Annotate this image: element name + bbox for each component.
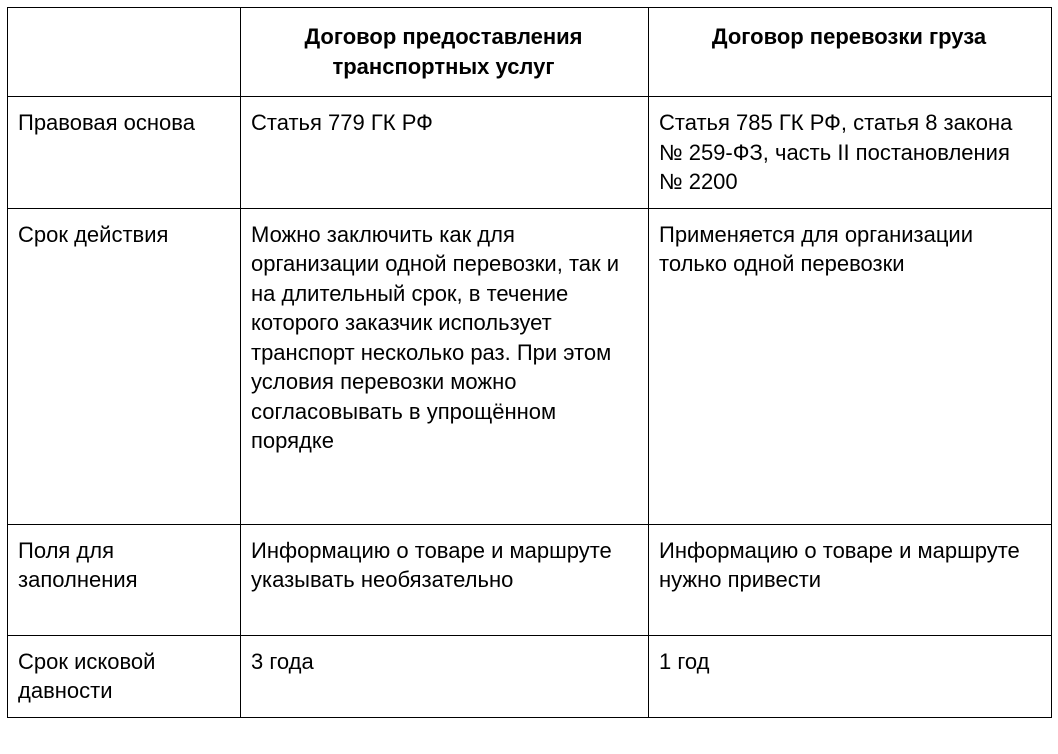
table-row	[8, 524, 1052, 635]
row-label: Поля для заполнения	[8, 524, 241, 635]
comparison-table	[7, 7, 1052, 718]
cargo-cell: Статья 785 ГК РФ, статья 8 закона № 259-ФЗ, часть II постановления № 2200	[649, 97, 1052, 209]
header-cell-cargo-carriage: Договор перевозки груза	[649, 8, 1052, 97]
cargo-cell: Применяется для организации только одной перевозки	[649, 208, 1052, 524]
services-cell: 3 года	[241, 635, 649, 717]
table-row	[8, 97, 1052, 209]
cargo-cell: Информацию о товаре и маршруте нужно привести	[649, 524, 1052, 635]
header-cell-transport-services: Договор предоставления транспортных услуг	[241, 8, 649, 97]
services-cell: Статья 779 ГК РФ	[241, 97, 649, 209]
table-row	[8, 635, 1052, 717]
header-cell-empty	[8, 8, 241, 97]
row-label: Срок действия	[8, 208, 241, 524]
row-label: Срок исковой давности	[8, 635, 241, 717]
table-row	[8, 208, 1052, 524]
services-cell: Информацию о товаре и маршруте указывать необязательно	[241, 524, 649, 635]
header-row	[8, 8, 1052, 97]
row-label: Правовая основа	[8, 97, 241, 209]
cargo-cell: 1 год	[649, 635, 1052, 717]
services-cell: Можно заключить как для организации одной перевозки, так и на длительный срок, в течение которого заказчик использует транспорт несколько раз. При этом условия перевозки можно согласовывать в упрощённом порядке	[241, 208, 649, 524]
